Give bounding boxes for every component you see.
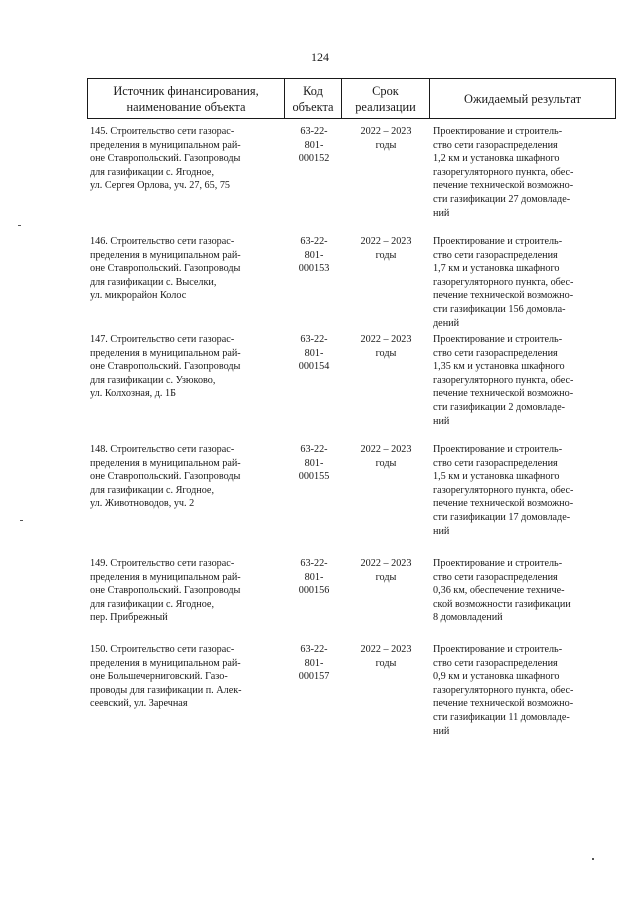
page-number: 124 (311, 50, 329, 64)
row-result: Проектирование и строитель- ство сети газораспределения 0,9 км и установка шкафного газорегуляторного пункта, обес- печение технической возможно- сти газификации 11 домовладе- ний (433, 644, 574, 737)
row-result: Проектирование и строитель- ство сети газораспределения 0,36 км, обеспечение техниче- ской возможности газификации 8 домовладений (433, 558, 571, 624)
row-term: 2022 – 2023 годы (360, 334, 412, 359)
row-term: 2022 – 2023 годы (360, 236, 412, 261)
header-code: Код объекта (285, 79, 342, 119)
row-object-code: 63-22- 801- 000155 (298, 444, 330, 483)
table-header (87, 78, 616, 119)
scan-mark (18, 225, 21, 226)
row-object-name: 149. Строительство сети газорас- пределения в муниципальном рай- оне Ставропольский. Газопроводы для газификации с. Ягодное, пер. Прибрежный (90, 558, 241, 624)
row-object-name: 147. Строительство сети газорас- пределения в муниципальном рай- оне Ставропольский. Газопроводы для газификации с. Узюково, ул. Колхозная, д. 1Б (90, 334, 241, 400)
row-object-code: 63-22- 801- 000152 (298, 126, 330, 165)
row-result: Проектирование и строитель- ство сети газораспределения 1,35 км и установка шкафного газорегуляторного пункта, обес- печение технической возможно- сти газификации 2 домовладе- ний (433, 334, 574, 427)
row-result: Проектирование и строитель- ство сети газораспределения 1,5 км и установка шкафного газорегуляторного пункта, обес- печение технической возможно- сти газификации 17 домовладе- ний (433, 444, 574, 537)
row-term: 2022 – 2023 годы (360, 558, 412, 583)
scan-mark (592, 858, 594, 860)
header-term: Срок реализации (342, 79, 430, 119)
row-term: 2022 – 2023 годы (360, 444, 412, 469)
row-object-code: 63-22- 801- 000153 (298, 236, 330, 275)
row-object-code: 63-22- 801- 000154 (298, 334, 330, 373)
row-object-name: 150. Строительство сети газорас- пределения в муниципальном рай- оне Большечерниговский. Газо- проводы для газификации п. Алек- сеевский, ул. Заречная (90, 644, 242, 710)
scan-mark (20, 520, 23, 521)
row-object-name: 145. Строительство сети газорас- пределения в муниципальном рай- оне Ставропольский. Газопроводы для газификации с. Ягодное, ул. Сергея Орлова, уч. 27, 65, 75 (90, 126, 241, 192)
header-source: Источник финансирования, наименование объекта (88, 79, 285, 119)
row-result: Проектирование и строитель- ство сети газораспределения 1,2 км и установка шкафного газорегуляторного пункта, обес- печение технической возможно- сти газификации 27 домовладе- ний (433, 126, 574, 219)
row-object-name: 148. Строительство сети газорас- пределения в муниципальном рай- оне Ставропольский. Газопроводы для газификации с. Ягодное, ул. Животноводов, уч. 2 (90, 444, 241, 510)
row-object-name: 146. Строительство сети газорас- пределения в муниципальном рай- оне Ставропольский. Газопроводы для газификации с. Выселки, ул. микрорайон Колос (90, 236, 241, 302)
header-result: Ожидаемый результат (430, 79, 616, 119)
row-object-code: 63-22- 801- 000157 (298, 644, 330, 683)
row-result: Проектирование и строитель- ство сети газораспределения 1,7 км и установка шкафного газорегуляторного пункта, обес- печение технической возможно- сти газификации 156 домовла- дений (433, 236, 574, 329)
row-term: 2022 – 2023 годы (360, 644, 412, 669)
row-object-code: 63-22- 801- 000156 (298, 558, 330, 597)
row-term: 2022 – 2023 годы (360, 126, 412, 151)
